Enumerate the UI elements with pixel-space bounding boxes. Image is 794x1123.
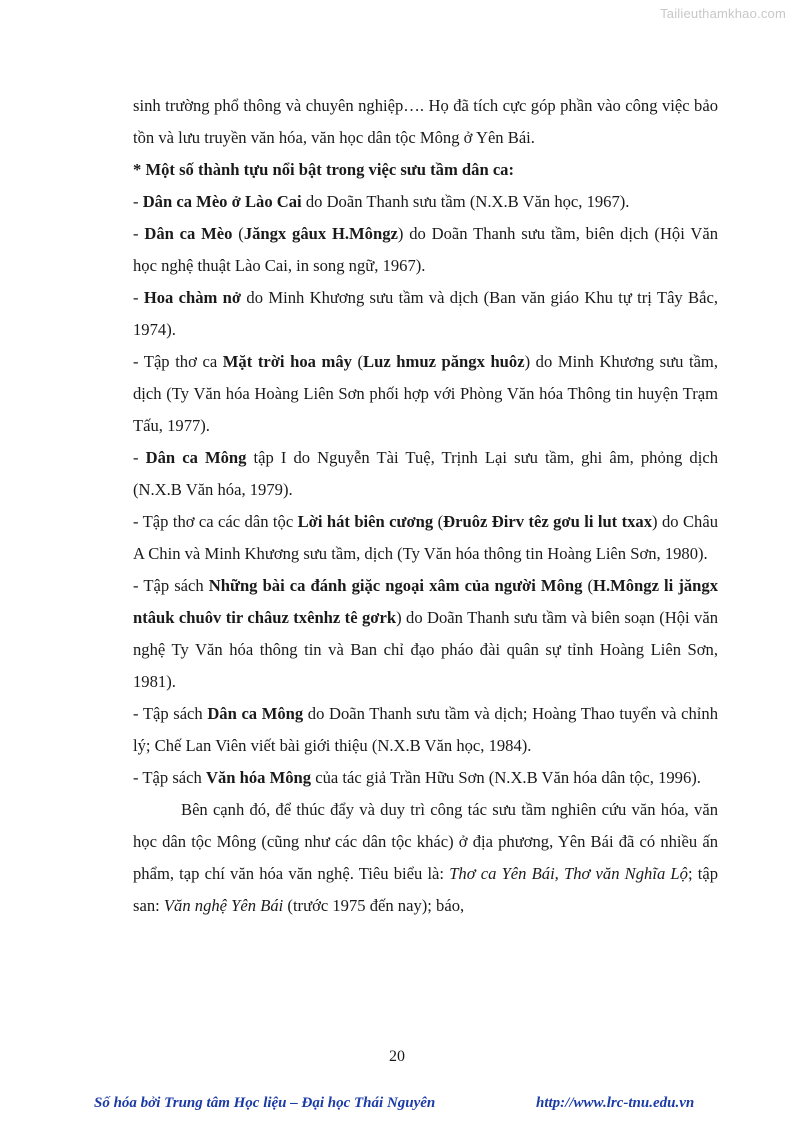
- list-item: [133, 698, 718, 762]
- book-title: Dân ca Mèo ở Lào Cai: [142, 192, 302, 211]
- text-span: Bên cạnh đó, để thúc đẩy và duy trì công tác sưu tầm nghiên cứu văn hóa, văn học dân tộc Mông (cũng như các dân tộc khác) ở địa phương, Yên Bái đã có nhiều ấn phẩm, tạp chí văn hóa văn nghệ. Tiêu biểu là:: [133, 800, 718, 883]
- book-title: Dân ca Mông: [145, 448, 247, 467]
- text-span: tập I do Nguyễn Tài Tuệ, Trịnh Lại sưu tầm, ghi âm, phỏng dịch (N.X.B Văn hóa, 1979).: [133, 448, 718, 499]
- text-span: (: [351, 352, 364, 371]
- text-span: - Tập thơ ca các dân tộc: [133, 512, 298, 531]
- list-item: [133, 186, 718, 218]
- list-item: [133, 218, 718, 282]
- text-span: ) do Doãn Thanh sưu tầm, biên dịch (Hội Văn học nghệ thuật Lào Cai, in song ngữ, 1967).: [133, 224, 718, 275]
- text-span: -: [133, 224, 145, 243]
- page-number: 20: [389, 1048, 405, 1065]
- text-span: - Tập sách: [133, 704, 208, 723]
- book-title: Những bài ca đánh giặc ngoại xâm của người Mông: [208, 576, 583, 595]
- publication-title: Thơ ca Yên Bái, Thơ văn Nghĩa Lộ: [449, 864, 688, 883]
- section-heading: [133, 154, 718, 186]
- text-span: - Tập sách: [133, 576, 209, 595]
- book-title-original: Luz hmuz păngx huôz: [363, 352, 525, 371]
- text-span: ) do Châu A Chin và Minh Khương sưu tầm, dịch (Ty Văn hóa thông tin Hoàng Liên Sơn, 1980).: [133, 512, 718, 563]
- book-title: Dân ca Mèo: [144, 224, 233, 243]
- text-span: (: [433, 512, 444, 531]
- text-span: -: [133, 288, 144, 307]
- book-title: Văn hóa Mông: [205, 768, 312, 787]
- book-title-original: H.Môngz li jăngx ntâuk chuôv tir châuz txênhz tê gơrk: [133, 576, 718, 627]
- book-title-original: Đruôz Đirv têz gơu li lut txax: [443, 512, 653, 531]
- section-heading-text: * Một số thành tựu nổi bật trong việc sưu tầm dân ca:: [133, 160, 515, 179]
- text-span: (trước 1975 đến nay); báo,: [283, 896, 465, 915]
- list-item: [133, 282, 718, 346]
- paragraph-closing: [133, 794, 718, 922]
- text-span: - Tập sách: [133, 768, 206, 787]
- book-title: Dân ca Mông: [207, 704, 304, 723]
- footer-link[interactable]: http://www.lrc-tnu.edu.vn: [536, 1095, 695, 1111]
- paragraph-intro: sinh trường phổ thông và chuyên nghiệp…. Họ đã tích cực góp phần vào công việc bảo tồn và lưu truyền văn hóa, văn học dân tộc Mông ở Yên Bái.: [133, 96, 718, 147]
- text-span: do Doãn Thanh sưu tầm và dịch; Hoàng Thao tuyển và chỉnh lý; Chế Lan Viên viết bài giới thiệu (N.X.B Văn học, 1984).: [133, 704, 718, 755]
- text-span: (: [582, 576, 594, 595]
- book-title-original: Jăngx gâux H.Môngz: [243, 224, 398, 243]
- watermark: Tailieuthamkhao.com: [660, 6, 786, 21]
- footer-credit: Số hóa bởi Trung tâm Học liệu – Đại học Thái Nguyên: [94, 1095, 436, 1111]
- book-title: Hoa chàm nở: [143, 288, 242, 307]
- text-span: - Tập thơ ca: [133, 352, 223, 371]
- text-span: -: [133, 192, 143, 211]
- list-item: [133, 442, 718, 506]
- text-span: ) do Doãn Thanh sưu tầm và biên soạn (Hội văn nghệ Ty Văn hóa thông tin và Ban chỉ đạo pháo đài quân sự tỉnh Hoàng Liên Sơn, 1981).: [133, 608, 719, 691]
- list-item: [133, 346, 718, 442]
- text-span: ; tập san:: [133, 864, 718, 915]
- text-span: do Minh Khương sưu tầm và dịch (Ban văn giáo Khu tự trị Tây Bắc, 1974).: [133, 288, 718, 339]
- document-body: [133, 90, 718, 922]
- text-span: ) do Minh Khương sưu tầm, dịch (Ty Văn hóa Hoàng Liên Sơn phối hợp với Phòng Văn hóa Thông tin huyện Trạm Tấu, 1977).: [133, 352, 718, 435]
- text-span: do Doãn Thanh sưu tầm (N.X.B Văn học, 1967).: [301, 192, 630, 211]
- text-span: (: [232, 224, 244, 243]
- list-item: [133, 570, 718, 698]
- text-span: -: [133, 448, 146, 467]
- list-item: [133, 506, 718, 570]
- text-span: của tác giả Trần Hữu Sơn (N.X.B Văn hóa dân tộc, 1996).: [311, 768, 701, 787]
- book-title: Lời hát biên cương: [297, 512, 434, 531]
- publication-title: Văn nghệ Yên Bái: [163, 896, 284, 915]
- book-title: Mặt trời hoa mây: [222, 352, 352, 371]
- list-item: [133, 762, 718, 794]
